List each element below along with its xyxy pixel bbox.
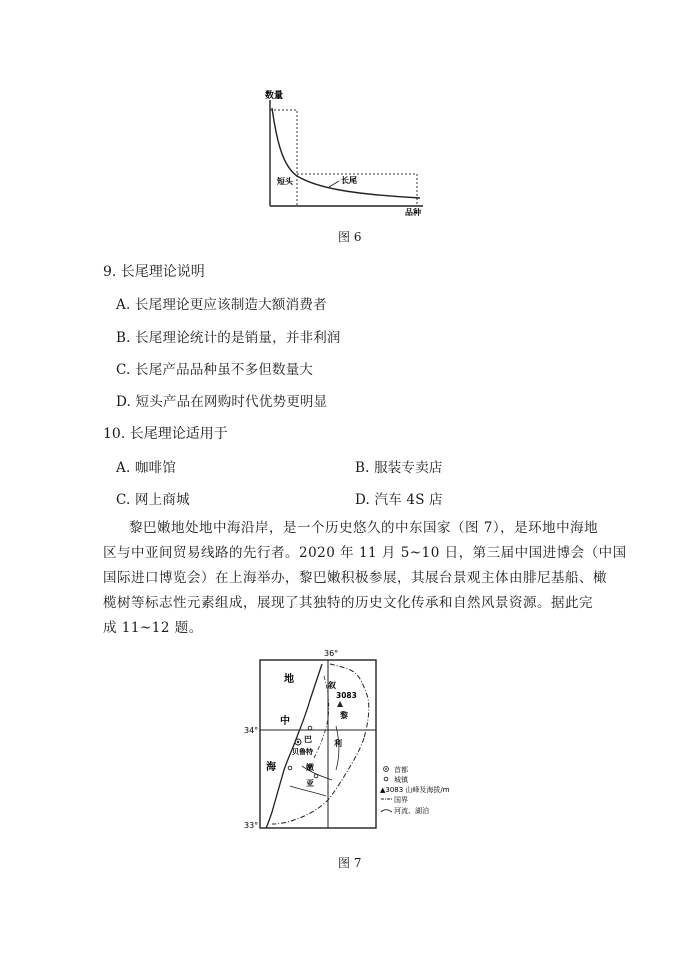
place-char-1: 叙 (328, 681, 336, 690)
city-label: 贝鲁特 (292, 748, 313, 756)
place-char-3: 亚 (306, 779, 314, 788)
question-9-option-c: C. 长尾产品品种虽不多但数量大 (116, 362, 314, 378)
capital-dot (297, 741, 299, 743)
town-marker-3 (314, 774, 318, 778)
y-axis-label: 数量 (265, 91, 284, 101)
border-inner (314, 676, 329, 758)
figure-7-caption: 图 7 (338, 856, 362, 870)
tail-region-outline (297, 174, 417, 206)
question-9-title: 9. 长尾理论说明 (103, 264, 205, 280)
figure-6-chart (255, 88, 435, 220)
peak-elevation-label: 3083 (336, 691, 357, 700)
question-9-option-d: D. 短头产品在网购时代优势更明显 (116, 394, 328, 410)
river-3 (336, 726, 339, 770)
legend-river-icon (381, 810, 392, 812)
passage-line-1: 黎巴嫩地处地中海沿岸，是一个历史悠久的中东国家（图 7），是环地中海地 (129, 520, 599, 536)
question-9-option-b: B. 长尾理论统计的是销量，并非利润 (116, 330, 341, 346)
legend-peak-label: ▲3083 山峰及海拔/m (380, 786, 450, 794)
tail-label: 长尾 (341, 176, 357, 185)
country-char-2: 巴 (304, 735, 312, 744)
passage-line-2: 区与中亚间贸易线路的先行者。2020 年 11 月 5~10 日，第三届中国进博会（中国 (103, 545, 627, 561)
passage-line-3: 国际进口博览会）在上海举办，黎巴嫩积极参展，其展台景观主体由腓尼基船、橄 (103, 570, 607, 586)
legend-capital-label: 首都 (394, 766, 408, 774)
question-10-option-a: A. 咖啡馆 (116, 460, 177, 476)
sea-label-3: 海 (266, 762, 276, 773)
town-marker-1 (308, 726, 312, 730)
legend-river-label: 河流、湖泊 (394, 807, 429, 815)
question-10-option-c: C. 网上商城 (116, 492, 190, 508)
tail-pointer (329, 181, 339, 187)
question-10-title: 10. 长尾理论适用于 (103, 426, 228, 442)
country-char-1: 黎 (340, 711, 348, 720)
passage-line-5: 成 11~12 题。 (103, 620, 203, 636)
map-legend (380, 765, 450, 815)
x-axis-label: 品种 (405, 208, 421, 217)
passage (103, 516, 627, 641)
sea-label-1: 地 (284, 674, 294, 685)
peak-marker (337, 701, 343, 707)
head-label: 短头 (277, 177, 293, 186)
figure-6-caption: 图 6 (338, 230, 362, 244)
legend-town-label: 城镇 (394, 776, 408, 784)
coastline (266, 664, 322, 828)
town-marker-2 (288, 766, 292, 770)
figure-7-map (244, 646, 450, 836)
legend-capital-dot (385, 768, 387, 770)
question-10-option-d: D. 汽车 4S 店 (355, 492, 443, 508)
legend-town-icon (384, 777, 388, 781)
sea-label-2: 中 (280, 716, 290, 727)
legend-border-label: 国界 (394, 796, 408, 804)
passage-line-4: 榄树等标志性元素组成，展现了其独特的历史文化传承和自然风景资源。据此完 (103, 595, 593, 611)
map-frame (260, 660, 376, 828)
question-10-option-b: B. 服装专卖店 (355, 460, 443, 476)
place-char-2: 利 (334, 739, 342, 748)
lat-label-34: 34° (244, 726, 259, 735)
border-east (272, 738, 364, 824)
lat-label-33: 33° (244, 821, 259, 830)
question-9-option-a: A. 长尾理论更应该制造大额消费者 (116, 297, 327, 313)
lon-label: 36° (324, 649, 339, 658)
country-char-3: 嫩 (306, 763, 314, 772)
